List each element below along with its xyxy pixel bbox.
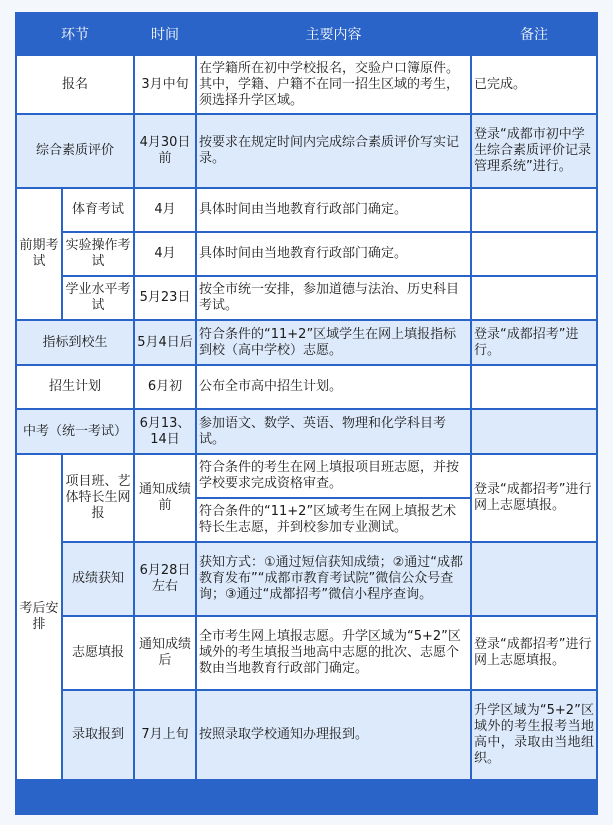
stage-cell: 学业水平考试 — [63, 277, 133, 319]
note-cell: 登录“成都招考”进行网上志愿填报。 — [472, 455, 596, 541]
stage-cell: 录取报到 — [63, 691, 133, 779]
stage-cell: 指标到校生 — [17, 321, 133, 364]
time-cell: 4月 — [135, 189, 195, 231]
table-row-wish — [17, 617, 596, 689]
schedule-table-frame — [15, 12, 598, 815]
note-cell — [472, 233, 596, 275]
content-cell: 具体时间由当地教育行政部门确定。 — [197, 189, 470, 231]
table-row-level — [17, 277, 596, 319]
table-row-signup — [17, 56, 596, 113]
table-row-plan — [17, 366, 596, 408]
note-cell — [472, 410, 596, 453]
header-note: 备注 — [472, 14, 596, 54]
header-row — [17, 14, 596, 54]
table-row-pe — [17, 189, 596, 231]
content-cell: 按要求在规定时间内完成综合素质评价写实记录。 — [197, 115, 470, 187]
table-row-lab — [17, 233, 596, 275]
time-cell: 6月初 — [135, 366, 195, 408]
note-cell — [472, 366, 596, 408]
content-cell: 符合条件的考生在网上填报项目班志愿，并按学校要求完成资格审查。 — [197, 455, 470, 497]
table-row-admit — [17, 691, 596, 779]
stage-cell: 体育考试 — [63, 189, 133, 231]
stage-cell: 志愿填报 — [63, 617, 133, 689]
header-stage: 环节 — [17, 14, 133, 54]
content-cell: 在学籍所在初中学校报名，交验户口簿原件。其中，学籍、户籍不在同一招生区域的考生，须选择升学区域。 — [197, 56, 470, 113]
note-cell: 登录“成都招考”进行网上志愿填报。 — [472, 617, 596, 689]
content-cell: 获知方式：①通过短信获知成绩；②通过“成都教育发布”“成都市教育考试院”微信公众号查询；③通过“成都招考”微信小程序查询。 — [197, 543, 470, 615]
note-cell — [472, 543, 596, 615]
stage-cell: 招生计划 — [17, 366, 133, 408]
note-cell — [472, 189, 596, 231]
note-cell: 登录“成都市初中学生综合素质评价记录管理系统”进行。 — [472, 115, 596, 187]
table-row-quality — [17, 115, 596, 187]
content-cell: 具体时间由当地教育行政部门确定。 — [197, 233, 470, 275]
time-cell: 通知成绩前 — [135, 455, 195, 541]
stage-cell: 报名 — [17, 56, 133, 113]
time-cell: 通知成绩后 — [135, 617, 195, 689]
content-cell: 符合条件的“11+2”区域学生在网上填报指标到校（高中学校）志愿。 — [197, 321, 470, 364]
stage-cell: 中考（统一考试） — [17, 410, 133, 453]
enrollment-schedule-table — [15, 12, 598, 781]
header-time: 时间 — [135, 14, 195, 54]
time-cell: 6月13、14日 — [135, 410, 195, 453]
table-row-exam — [17, 410, 596, 453]
content-cell: 全市考生网上填报志愿。升学区域为“5+2”区域外的考生填报当地高中志愿的批次、志愿个数由当地教育行政部门确定。 — [197, 617, 470, 689]
content-cell: 符合条件的“11+2”区域考生在网上填报艺术特长生志愿，并到校参加专业测试。 — [197, 499, 470, 541]
stage-cell: 实验操作考试 — [63, 233, 133, 275]
content-cell: 按全市统一安排，参加道德与法治、历史科目考试。 — [197, 277, 470, 319]
time-cell: 7月上旬 — [135, 691, 195, 779]
time-cell: 4月30日前 — [135, 115, 195, 187]
note-cell: 已完成。 — [472, 56, 596, 113]
time-cell: 4月 — [135, 233, 195, 275]
content-cell: 参加语文、数学、英语、物理和化学科目考试。 — [197, 410, 470, 453]
content-cell: 按照录取学校通知办理报到。 — [197, 691, 470, 779]
time-cell: 5月4日后 — [135, 321, 195, 364]
stage-cell: 综合素质评价 — [17, 115, 133, 187]
note-cell — [472, 277, 596, 319]
time-cell: 5月23日 — [135, 277, 195, 319]
time-cell: 3月中旬 — [135, 56, 195, 113]
table-row-special-a — [17, 455, 596, 497]
time-cell: 6月28日左右 — [135, 543, 195, 615]
header-content: 主要内容 — [197, 14, 470, 54]
table-row-score — [17, 543, 596, 615]
table-row-quota — [17, 321, 596, 364]
note-cell: 升学区域为“5+2”区域外的考生报考当地高中，录取由当地组织。 — [472, 691, 596, 779]
content-cell: 公布全市高中招生计划。 — [197, 366, 470, 408]
stage-cell: 成绩获知 — [63, 543, 133, 615]
stage-cell: 项目班、艺体特长生网报 — [63, 455, 133, 541]
group-cell-after-exam: 考后安排 — [17, 455, 61, 779]
group-cell-early-exams: 前期考试 — [17, 189, 61, 319]
note-cell: 登录“成都招考”进行。 — [472, 321, 596, 364]
